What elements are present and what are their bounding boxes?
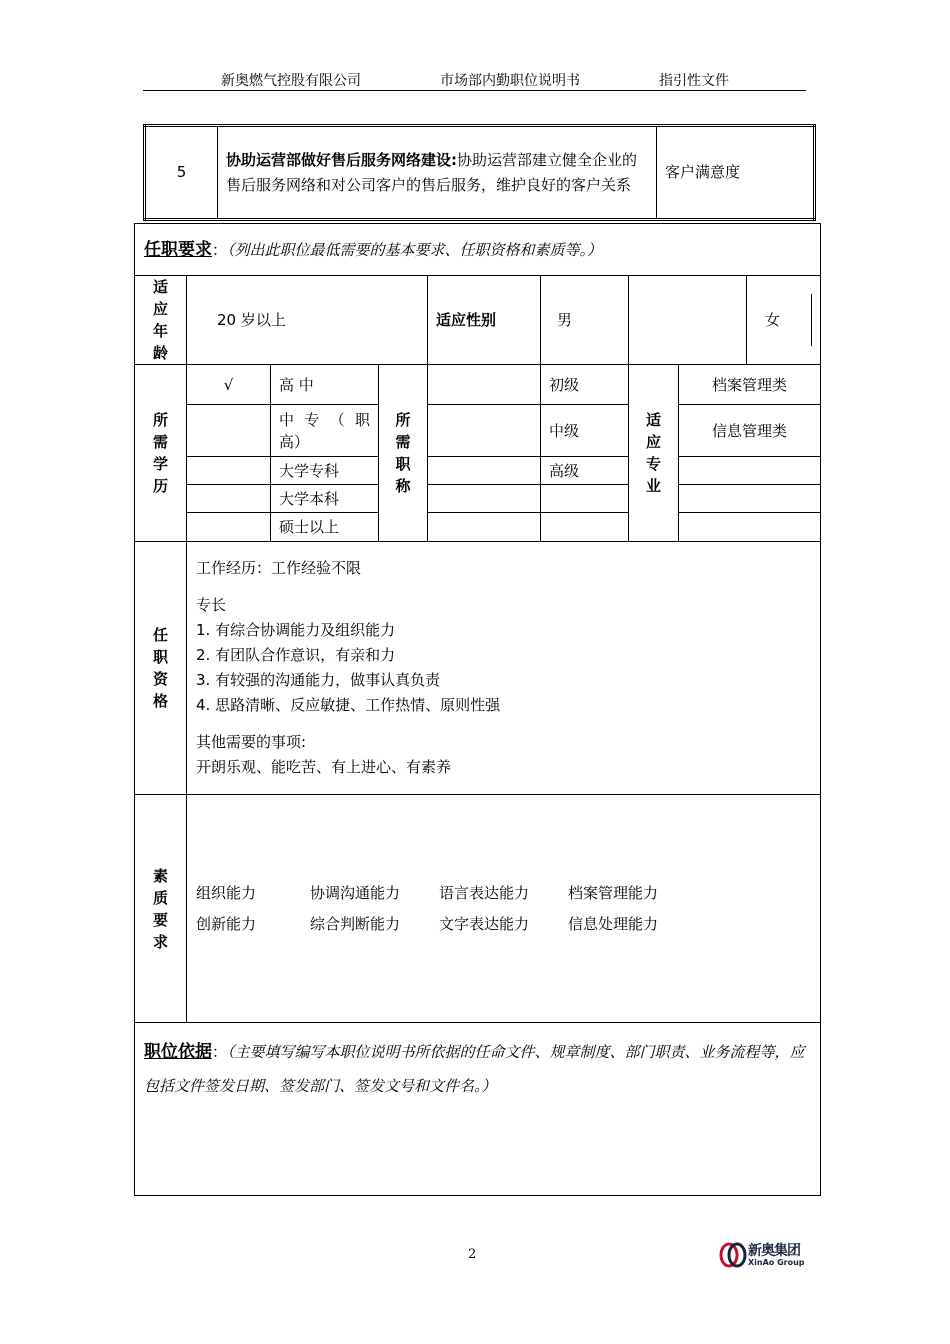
other-text: 开朗乐观、能吃苦、有上进心、有素养 [196, 758, 452, 776]
title-check [428, 405, 541, 457]
page-number: 2 [468, 1247, 477, 1262]
competency-content [187, 795, 821, 1023]
title-label: 所 需 职 称 [379, 365, 428, 542]
education-level: 中 专 （ 职 高） [271, 405, 379, 457]
education-check [187, 485, 271, 513]
duty-table [143, 124, 816, 221]
competency-item: 语言表达能力 [439, 884, 530, 902]
education-level: 大学本科 [271, 485, 379, 513]
gender-female-cell [747, 276, 821, 365]
logo-cn-text: 新奥集团 [748, 1243, 800, 1259]
duty-number: 5 [145, 126, 218, 220]
title-level [541, 485, 629, 513]
title-check [428, 365, 541, 405]
education-row-1 [135, 365, 821, 405]
qualification-row [135, 542, 821, 795]
education-check [187, 513, 271, 542]
competency-item: 组织能力 [196, 884, 257, 902]
major-item [679, 513, 821, 542]
competency-item: 综合判断能力 [310, 915, 401, 933]
qualification-content [187, 542, 821, 795]
title-level: 初级 [541, 365, 629, 405]
experience-text: 工作经历：工作经验不限 [196, 559, 362, 577]
age-value: 20 岁以上 [187, 276, 428, 365]
skill-item: 4. 思路清晰、反应敏捷、工作热情、原则性强 [196, 696, 501, 714]
education-level: 高 中 [271, 365, 379, 405]
competency-item: 创新能力 [196, 915, 257, 933]
skill-item: 3. 有较强的沟通能力，做事认真负责 [196, 671, 441, 689]
skills-title: 专长 [196, 596, 227, 614]
skill-item: 2. 有团队合作意识，有亲和力 [196, 646, 396, 664]
education-row-5 [135, 513, 821, 542]
major-item: 信息管理类 [679, 405, 821, 457]
competency-item: 档案管理能力 [568, 884, 659, 902]
major-item: 档案管理类 [679, 365, 821, 405]
education-check: √ [187, 365, 271, 405]
header-company: 新奥燃气控股有限公司 [221, 73, 361, 89]
competency-label: 素 质 要 求 [135, 795, 187, 1023]
education-row-2 [135, 405, 821, 457]
education-check [187, 457, 271, 485]
requirements-colon: ： [212, 240, 228, 259]
education-level: 硕士以上 [271, 513, 379, 542]
basis-note: （主要填写编写本职位说明书所依据的任命文件、规章制度、部门职责、业务流程等，应包括文件签发日期、签发部门、签发文号和文件名。） [144, 1043, 805, 1095]
age-label: 适 应 年 龄 [135, 276, 187, 365]
basis-title: 职位依据 [144, 1042, 212, 1062]
company-logo [718, 1240, 808, 1272]
header-doc-title: 市场部内勤职位说明书 [440, 73, 580, 89]
competency-row [135, 795, 821, 1023]
basis-colon: ： [212, 1043, 228, 1061]
requirements-title: 任职要求 [144, 239, 212, 260]
duty-description [218, 126, 657, 220]
education-check [187, 405, 271, 457]
duty-content: 协助运营部建立健全企业的售后服务网络和对公司客户的售后服务，维护良好的客户关系 [226, 150, 638, 194]
gender-label: 适应性别 [428, 276, 541, 365]
gender-female-mark [811, 294, 812, 346]
education-level: 大学专科 [271, 457, 379, 485]
duty-kpi: 客户满意度 [657, 126, 815, 220]
gender-male-mark [629, 276, 747, 365]
requirements-table [134, 223, 821, 1196]
title-check [428, 513, 541, 542]
major-label: 适 应 专 业 [629, 365, 679, 542]
duty-title: 协助运营部做好售后服务网络建设: [226, 150, 458, 169]
logo-mark-icon [718, 1240, 748, 1270]
logo-en-text: XinAo Group [748, 1258, 805, 1267]
page-header [143, 70, 806, 91]
qualification-label: 任 职 资 格 [135, 542, 187, 795]
education-label: 所 需 学 历 [135, 365, 187, 542]
basis-row [135, 1023, 821, 1196]
requirements-heading [135, 224, 821, 276]
gender-female: 女 [765, 311, 781, 329]
other-title: 其他需要的事项: [196, 733, 307, 751]
title-check [428, 457, 541, 485]
basis-content [135, 1023, 821, 1196]
title-level: 高级 [541, 457, 629, 485]
duty-row [145, 126, 815, 220]
competency-item: 协调沟通能力 [310, 884, 401, 902]
title-level [541, 513, 629, 542]
header-doc-type: 指引性文件 [659, 73, 729, 89]
education-row-4 [135, 485, 821, 513]
title-level: 中级 [541, 405, 629, 457]
title-check [428, 485, 541, 513]
gender-male: 男 [541, 276, 629, 365]
major-item [679, 485, 821, 513]
education-row-3 [135, 457, 821, 485]
requirements-note: （列出此职位最低需要的基本要求、任职资格和素质等。） [227, 240, 603, 259]
skill-item: 1. 有综合协调能力及组织能力 [196, 621, 396, 639]
competency-item: 信息处理能力 [568, 915, 659, 933]
competency-item: 文字表达能力 [439, 915, 530, 933]
age-gender-row [135, 276, 821, 365]
competency-grid [196, 882, 812, 935]
requirements-heading-row [135, 224, 821, 276]
major-item [679, 457, 821, 485]
